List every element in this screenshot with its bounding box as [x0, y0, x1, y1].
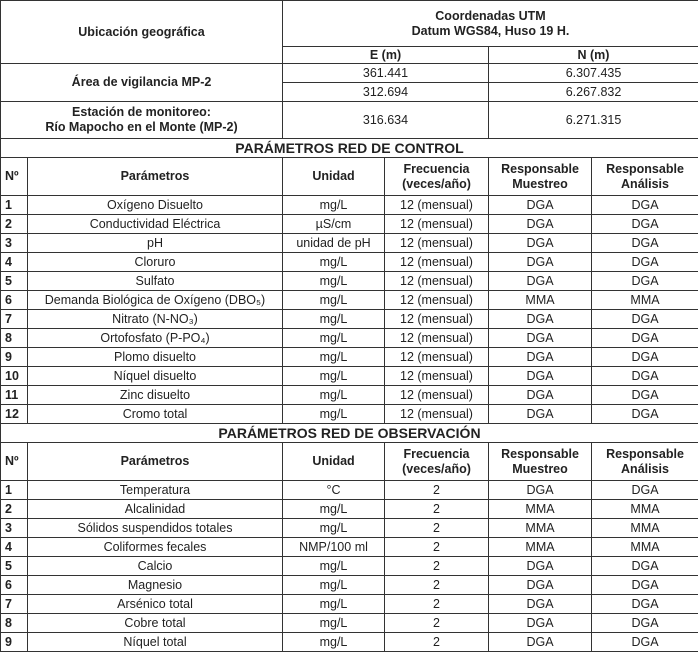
resp-sampling: DGA	[489, 310, 592, 329]
param-name: Cobre total	[28, 614, 283, 633]
frequency: 12 (mensual)	[385, 291, 489, 310]
frequency: 12 (mensual)	[385, 367, 489, 386]
param-name: Cloruro	[28, 253, 283, 272]
num-header: Nº	[1, 158, 28, 196]
param-name: Cromo total	[28, 405, 283, 424]
frequency: 12 (mensual)	[385, 348, 489, 367]
param-name: Nitrato (N-NO₃)	[28, 310, 283, 329]
param-name: Sulfato	[28, 272, 283, 291]
resp-sampling: DGA	[489, 272, 592, 291]
resp-analysis: DGA	[592, 367, 698, 386]
unit: mg/L	[283, 272, 385, 291]
unit: mg/L	[283, 405, 385, 424]
row-number: 5	[1, 557, 28, 576]
control-title-row	[1, 139, 698, 158]
resp-analysis: DGA	[592, 310, 698, 329]
resp-analysis: DGA	[592, 329, 698, 348]
control-header-row	[1, 158, 698, 196]
frequency: 2	[385, 481, 489, 500]
table-row	[1, 196, 698, 215]
frequency: 12 (mensual)	[385, 272, 489, 291]
unit: µS/cm	[283, 215, 385, 234]
row-number: 4	[1, 253, 28, 272]
unit: mg/L	[283, 348, 385, 367]
resp-sampling: DGA	[489, 481, 592, 500]
freq-header: Frecuencia (veces/año)	[385, 443, 489, 481]
param-name: Conductividad Eléctrica	[28, 215, 283, 234]
table-row	[1, 329, 698, 348]
location-header: Ubicación geográfica	[1, 1, 283, 64]
resp-analysis: DGA	[592, 576, 698, 595]
table-row	[1, 538, 698, 557]
resp-sampling: DGA	[489, 557, 592, 576]
row-number: 7	[1, 310, 28, 329]
resp-sampling: DGA	[489, 633, 592, 652]
table-row	[1, 557, 698, 576]
row-number: 8	[1, 614, 28, 633]
resp-sampling: DGA	[489, 405, 592, 424]
resp-analysis: DGA	[592, 348, 698, 367]
param-name: Alcalinidad	[28, 500, 283, 519]
unit: mg/L	[283, 500, 385, 519]
table-row	[1, 272, 698, 291]
unit: mg/L	[283, 519, 385, 538]
row-number: 2	[1, 500, 28, 519]
coords-header: Coordenadas UTM Datum WGS84, Huso 19 H.	[283, 1, 698, 47]
row-number: 4	[1, 538, 28, 557]
unit: mg/L	[283, 253, 385, 272]
resp-analysis: DGA	[592, 215, 698, 234]
param-name: Arsénico total	[28, 595, 283, 614]
row-number: 7	[1, 595, 28, 614]
param-header: Parámetros	[28, 443, 283, 481]
row-number: 9	[1, 633, 28, 652]
resp-sampling: DGA	[489, 576, 592, 595]
row-number: 8	[1, 329, 28, 348]
station-label: Estación de monitoreo: Río Mapocho en el Monte (MP-2)	[1, 102, 283, 139]
unit: mg/L	[283, 196, 385, 215]
unit: mg/L	[283, 576, 385, 595]
row-number: 6	[1, 576, 28, 595]
unit: mg/L	[283, 614, 385, 633]
unit: mg/L	[283, 386, 385, 405]
resp-analysis: MMA	[592, 519, 698, 538]
param-name: Coliformes fecales	[28, 538, 283, 557]
unit: mg/L	[283, 310, 385, 329]
resp-sampling: DGA	[489, 386, 592, 405]
frequency: 2	[385, 595, 489, 614]
table-row	[1, 633, 698, 652]
unit-header: Unidad	[283, 158, 385, 196]
observation-header-row	[1, 443, 698, 481]
table-row	[1, 348, 698, 367]
resp-analysis: DGA	[592, 595, 698, 614]
row-number: 6	[1, 291, 28, 310]
area-e-2: 312.694	[283, 83, 489, 102]
frequency: 12 (mensual)	[385, 310, 489, 329]
row-number: 3	[1, 519, 28, 538]
resp-sampling: DGA	[489, 196, 592, 215]
area-n-2: 6.267.832	[489, 83, 698, 102]
resp-sampling: DGA	[489, 348, 592, 367]
resp-sampling-header: Responsable Muestreo	[489, 443, 592, 481]
param-header: Parámetros	[28, 158, 283, 196]
frequency: 2	[385, 538, 489, 557]
unit: NMP/100 ml	[283, 538, 385, 557]
frequency: 12 (mensual)	[385, 405, 489, 424]
row-number: 11	[1, 386, 28, 405]
row-number: 5	[1, 272, 28, 291]
resp-analysis: DGA	[592, 386, 698, 405]
row-number: 10	[1, 367, 28, 386]
table-row	[1, 253, 698, 272]
resp-analysis-header: Responsable Análisis	[592, 443, 698, 481]
unit: °C	[283, 481, 385, 500]
table-row	[1, 291, 698, 310]
unit-header: Unidad	[283, 443, 385, 481]
table-row	[1, 367, 698, 386]
param-name: pH	[28, 234, 283, 253]
resp-analysis: MMA	[592, 538, 698, 557]
area-e-1: 361.441	[283, 64, 489, 83]
frequency: 2	[385, 557, 489, 576]
table-row	[1, 614, 698, 633]
param-name: Oxígeno Disuelto	[28, 196, 283, 215]
unit: mg/L	[283, 291, 385, 310]
resp-analysis: DGA	[592, 253, 698, 272]
resp-sampling: DGA	[489, 253, 592, 272]
param-name: Demanda Biológica de Oxígeno (DBO₅)	[28, 291, 283, 310]
resp-sampling: DGA	[489, 215, 592, 234]
table-row	[1, 215, 698, 234]
resp-analysis: DGA	[592, 481, 698, 500]
area-label: Área de vigilancia MP-2	[1, 64, 283, 102]
resp-analysis: DGA	[592, 272, 698, 291]
param-name: Plomo disuelto	[28, 348, 283, 367]
unit: mg/L	[283, 595, 385, 614]
resp-sampling: DGA	[489, 367, 592, 386]
resp-sampling: DGA	[489, 329, 592, 348]
row-number: 12	[1, 405, 28, 424]
observation-section-title: PARÁMETROS RED DE OBSERVACIÓN	[1, 424, 698, 443]
param-name: Zinc disuelto	[28, 386, 283, 405]
resp-sampling: DGA	[489, 614, 592, 633]
resp-sampling: MMA	[489, 500, 592, 519]
table-row	[1, 234, 698, 253]
resp-analysis: DGA	[592, 196, 698, 215]
row-number: 2	[1, 215, 28, 234]
frequency: 12 (mensual)	[385, 329, 489, 348]
resp-sampling: DGA	[489, 595, 592, 614]
unit: mg/L	[283, 557, 385, 576]
resp-sampling: DGA	[489, 234, 592, 253]
unit: mg/L	[283, 329, 385, 348]
table-row	[1, 576, 698, 595]
frequency: 2	[385, 500, 489, 519]
freq-header: Frecuencia (veces/año)	[385, 158, 489, 196]
frequency: 12 (mensual)	[385, 234, 489, 253]
e-header: E (m)	[283, 47, 489, 64]
row-number: 3	[1, 234, 28, 253]
param-name: Níquel disuelto	[28, 367, 283, 386]
resp-analysis: MMA	[592, 291, 698, 310]
resp-sampling-header: Responsable Muestreo	[489, 158, 592, 196]
resp-sampling: MMA	[489, 538, 592, 557]
table-row	[1, 310, 698, 329]
unit: mg/L	[283, 633, 385, 652]
frequency: 12 (mensual)	[385, 196, 489, 215]
station-e: 316.634	[283, 102, 489, 139]
unit: mg/L	[283, 367, 385, 386]
frequency: 12 (mensual)	[385, 386, 489, 405]
resp-analysis: DGA	[592, 557, 698, 576]
frequency: 2	[385, 633, 489, 652]
resp-analysis: DGA	[592, 405, 698, 424]
row-number: 9	[1, 348, 28, 367]
observation-title-row	[1, 424, 698, 443]
row-number: 1	[1, 196, 28, 215]
row-number: 1	[1, 481, 28, 500]
frequency: 2	[385, 519, 489, 538]
resp-analysis: DGA	[592, 633, 698, 652]
param-name: Temperatura	[28, 481, 283, 500]
resp-analysis-header: Responsable Análisis	[592, 158, 698, 196]
control-section-title: PARÁMETROS RED DE CONTROL	[1, 139, 698, 158]
resp-sampling: MMA	[489, 291, 592, 310]
frequency: 12 (mensual)	[385, 215, 489, 234]
table-row	[1, 595, 698, 614]
resp-analysis: DGA	[592, 614, 698, 633]
param-name: Calcio	[28, 557, 283, 576]
table-row	[1, 386, 698, 405]
table-row	[1, 519, 698, 538]
param-name: Ortofosfato (P-PO₄)	[28, 329, 283, 348]
station-n: 6.271.315	[489, 102, 698, 139]
param-name: Magnesio	[28, 576, 283, 595]
resp-analysis: MMA	[592, 500, 698, 519]
resp-sampling: MMA	[489, 519, 592, 538]
frequency: 2	[385, 614, 489, 633]
frequency: 12 (mensual)	[385, 253, 489, 272]
param-name: Sólidos suspendidos totales	[28, 519, 283, 538]
table-row	[1, 405, 698, 424]
resp-analysis: DGA	[592, 234, 698, 253]
table-row	[1, 481, 698, 500]
unit: unidad de pH	[283, 234, 385, 253]
num-header: Nº	[1, 443, 28, 481]
area-n-1: 6.307.435	[489, 64, 698, 83]
frequency: 2	[385, 576, 489, 595]
n-header: N (m)	[489, 47, 698, 64]
table-row	[1, 500, 698, 519]
param-name: Níquel total	[28, 633, 283, 652]
